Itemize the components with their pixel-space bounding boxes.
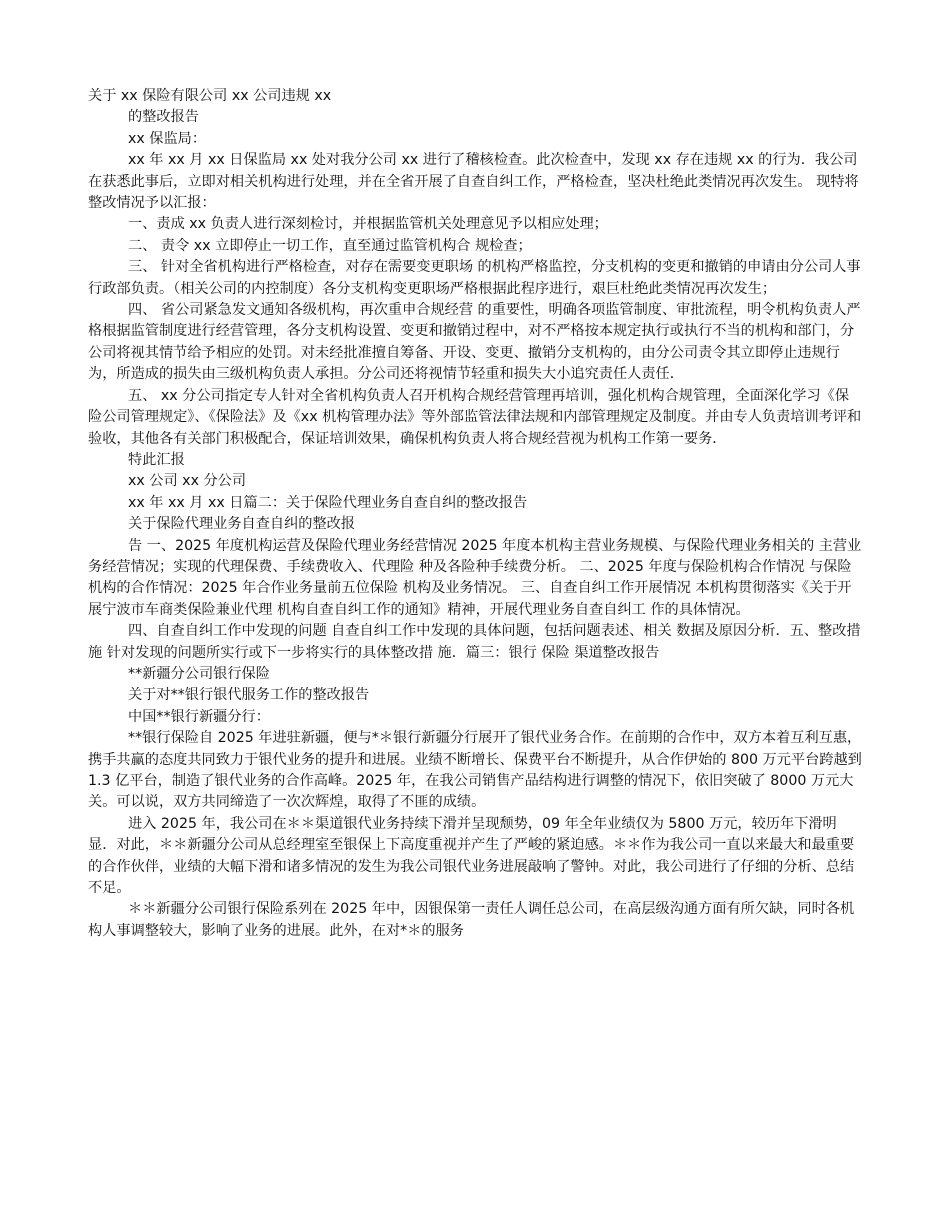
body-paragraph: 进入 2025 年，我公司在＊＊渠道银代业务持续下滑并呈现颓势，09 年全年业绩仅为 5800 万元，较历年下滑明显．对此，＊＊新疆分公司从总经理室至银保上下高度重视并产生了严峻的紧迫感。＊＊作为我公司一直以来最大和最重要的合作伙伴，业绩的大幅下滑和诸多情况的发生为我公司银代业务进展敲响了警钟。对此，我公司进行了仔细的分析、总结不足。 — [88, 815, 855, 897]
list-item-4: 四、 省公司紧急发文通知各级机构，再次重申合规经营 的重要性，明确各项监管制度、审批流程，明令机构负责人严格根据监管制度进行经营管理，各分支机构设置、变更和撤销过程中，对不严格按本规定执行或执行不当的机构和部门，分公司将视其情节给予相应的处罚。对未经批准擅自筹备、开设、变更、撤销分支机构的，由分公司责令其立即停止违规行为，所造成的损失由三级机构负责人承担。分公司还将视情节轻重和损失大小追究责任人责任． — [88, 302, 861, 383]
date-line: xx 年 xx 月 xx 日篇二：关于保险代理业务自查自纠的整改报告 — [128, 494, 528, 511]
document-title-line-2: 的整改报告 — [128, 109, 199, 126]
body-paragraph: 四、自查自纠工作中发现的问题 自查自纠工作中发现的具体问题，包括问题表述、相关 数据及原因分析．五、整改措施 针对发现的问题所实行或下一步将实行的具体整改措 施．篇三：银行 保险 渠道整改报告 — [88, 623, 861, 661]
section-title: 关于保险代理业务自查自纠的整改报 — [128, 516, 356, 533]
section-heading: **新疆分公司银行保险 — [128, 665, 270, 682]
list-item-2: 二、 责令 xx 立即停止一切工作，直至通过监管机构合 规检查； — [128, 237, 532, 254]
signature-line: xx 公司 xx 分公司 — [128, 473, 247, 490]
body-paragraph: **银行保险自 2025 年进驻新疆，便与*＊银行新疆分行展开了银代业务合作。在前期的合作中，双方本着互利互惠，携手共赢的态度共同致力于银代业务的提升和进展。业绩不断增长、保费平台不断提升，从合作伊始的 800 万元平台跨越到 1.3 亿平台，制造了银代业务的合作高峰。2025 年，在我公司销售产品结构进行调整的情况下，依旧突破了 8000 万元大关。可以说，双方共同缔造了一次次辉煌，取得了不匪的成绩。 — [88, 730, 862, 811]
recipient-line: xx 保监局： — [128, 130, 207, 147]
section-title: 关于对**银行银代服务工作的整改报告 — [128, 687, 370, 704]
list-item-5: 五、 xx 分公司指定专人针对全省机构负责人召开机构合规经营管理再培训，强化机构合规管理，全面深化学习《保险公司管理规定》、《保险法》及《xx 机构管理办法》等外部监管法律法规和内部管理规定及制度。并由专人负责培训考评和验收，其他各有关部门积极配合，保证培训效果，确保机构负责人将合规经营视为机构工作第一要务． — [88, 387, 862, 447]
recipient-line: 中国**银行新疆分行： — [128, 708, 270, 725]
list-item-1: 一、责成 xx 负责人进行深刻检讨，并根据监管机关处理意见予以相应处理； — [128, 216, 608, 233]
list-item-3: 三、 针对全省机构进行严格检查，对存在需要变更职场 的机构严格监控，分支机构的变更和撤销的申请由分公司人事行政部负责。（相关公司的内控制度）各分支机构变更职场严格根据此程序进行，艰巨杜绝此类情况再次发生； — [88, 259, 861, 297]
body-paragraph: 告 一、2025 年度机构运营及保险代理业务经营情况 2025 年度本机构主营业务规模、与保险代理业务相关的 主营业务经营情况；实现的代理保费、手续费收入、代理险 种及各险种手续费分析。 二、2025 年度与保险机构合作情况 与保险机构的合作情况：2025 年合作业务量前五位保险 机构及业务情况。 三、自查自纠工作开展情况 本机构贯彻落实《关于开展宁波市车商类保险兼业代理 机构自查自纠工作的通知》精神，开展代理业务自查自纠工 作的具体情况。 — [88, 537, 862, 618]
closing-line: 特此汇报 — [128, 451, 185, 468]
body-paragraph: ＊＊新疆分公司银行保险系列在 2025 年中，因银保第一责任人调任总公司，在高层级沟通方面有所欠缺，同时各机构人事调整较大，影响了业务的进展。此外，在对*＊的服务 — [88, 901, 855, 939]
document-page — [88, 86, 863, 942]
document-title-line-1: 关于 xx 保险有限公司 xx 公司违规 xx — [88, 88, 332, 104]
body-paragraph: xx 年 xx 月 xx 日保监局 xx 处对我分公司 xx 进行了稽核检查。此次检查中，发现 xx 存在违规 xx 的行为．我公司在获悉此事后，立即对相关机构进行处理，并在全省开展了自查自纠工作，严格检查，坚决杜绝此类情况再次发生。 现特将整改情况予以汇报： — [88, 152, 859, 212]
